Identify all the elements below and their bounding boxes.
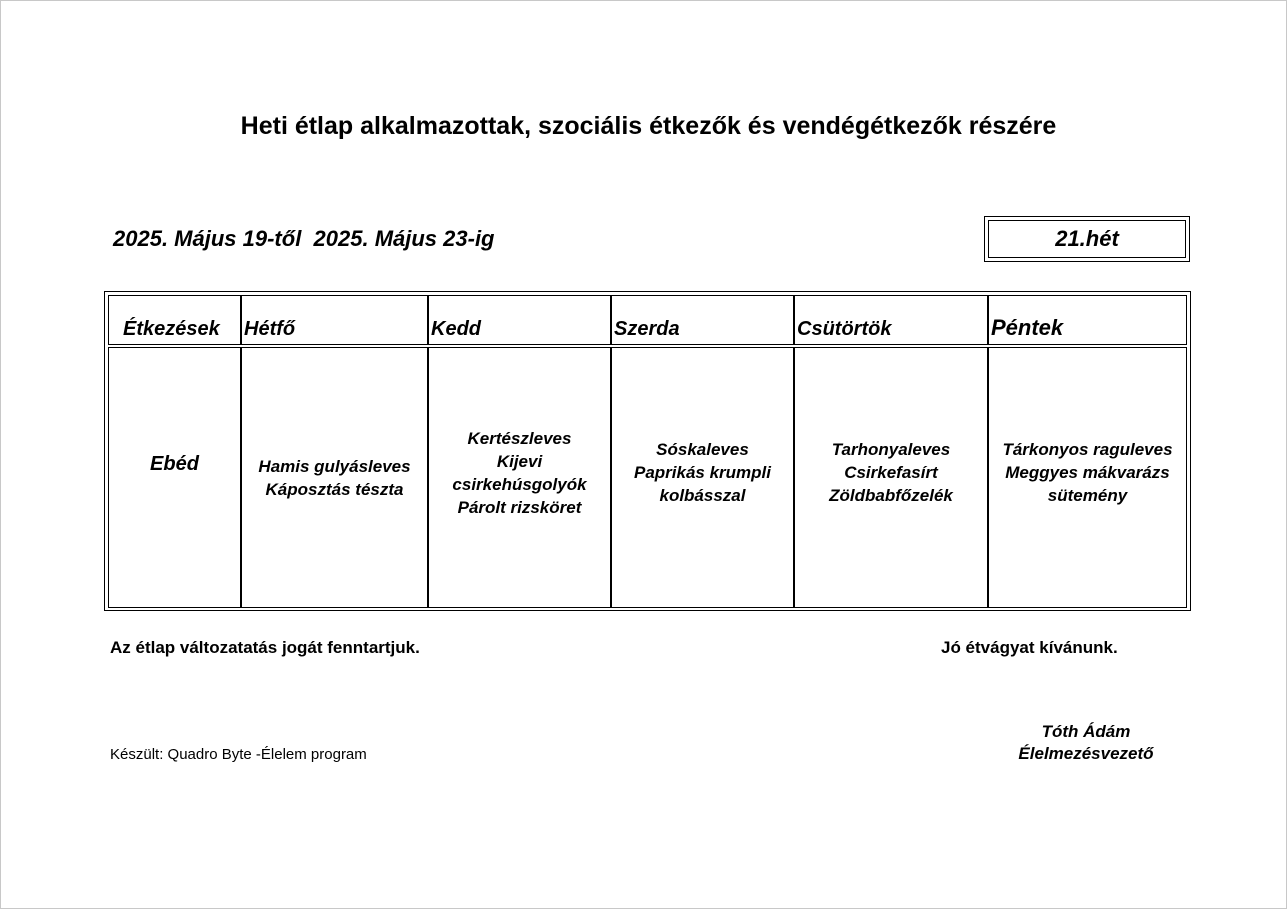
signature-role: Élelmezésvezető — [1018, 744, 1154, 763]
meal-cell — [108, 347, 241, 608]
week-number: 21.hét — [988, 220, 1186, 258]
day-cell-wednesday — [611, 347, 794, 608]
header-wednesday: Szerda — [611, 295, 794, 345]
page-title: Heti étlap alkalmazottak, szociális étkezők és vendégétkezők részére — [240, 112, 1057, 140]
dish-list — [1002, 438, 1172, 507]
week-box — [984, 216, 1190, 262]
signature-block — [986, 721, 1186, 765]
dish-list — [452, 427, 586, 519]
signature-name: Tóth Ádám — [1041, 722, 1131, 741]
date-range: 2025. Május 19-től 2025. Május 23-ig — [113, 226, 495, 251]
header-meals: Étkezések — [108, 295, 241, 345]
dish: Meggyes mákvarázs — [1005, 463, 1170, 482]
dish: Sóskaleves — [656, 440, 749, 459]
dish-list — [634, 438, 771, 507]
dish: Csirkefasírt — [844, 463, 938, 482]
header-thursday: Csütörtök — [794, 295, 988, 345]
day-cell-monday — [241, 347, 428, 608]
dish: kolbásszal — [659, 486, 746, 505]
day-cell-tuesday — [428, 347, 611, 608]
disclaimer-note: Az étlap változatatás jogát fenntartjuk. — [110, 638, 420, 657]
dish: Hamis gulyásleves — [258, 456, 411, 476]
dish-list — [829, 438, 953, 507]
header-monday: Hétfő — [241, 295, 428, 345]
dish: Tarhonyaleves — [831, 440, 951, 459]
dish: Kertészleves — [467, 428, 572, 448]
software-credit: Készült: Quadro Byte -Élelem program — [110, 746, 367, 763]
dish: Párolt rizsköret — [457, 497, 582, 517]
dish: sütemény — [1047, 486, 1128, 505]
menu-table — [104, 291, 1191, 611]
header-tuesday: Kedd — [428, 295, 611, 345]
dish: Paprikás krumpli — [633, 463, 771, 482]
day-cell-friday — [988, 347, 1187, 608]
dish: Tárkonyos raguleves — [1002, 440, 1173, 459]
meal-label: Ebéd — [150, 453, 199, 475]
dish: Kijevi — [496, 451, 543, 471]
dish: Káposztás tészta — [265, 479, 404, 499]
header-friday: Péntek — [988, 295, 1187, 345]
day-cell-thursday — [794, 347, 988, 608]
greeting-note: Jó étvágyat kívánunk. — [941, 638, 1118, 657]
dish: Zöldbabfőzelék — [829, 486, 953, 505]
dish-list — [258, 455, 410, 501]
dish: csirkehúsgolyók — [452, 474, 587, 494]
